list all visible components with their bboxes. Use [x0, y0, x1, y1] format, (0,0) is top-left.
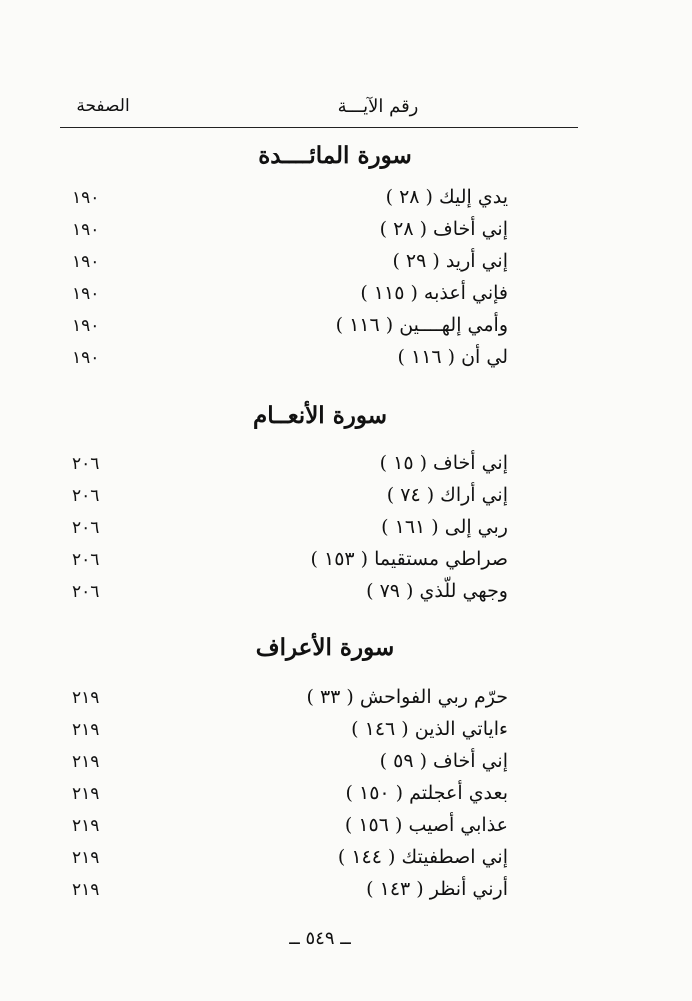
page-number: ١٩٠ [72, 348, 100, 368]
index-entry [58, 452, 508, 482]
index-entry [58, 846, 508, 876]
index-entry [58, 314, 508, 344]
page-number: ١٩٠ [72, 284, 100, 304]
index-entry [58, 580, 508, 610]
page-number: ٢١٩ [72, 752, 100, 772]
index-entry [58, 516, 508, 546]
page-number: ٢٠٦ [72, 454, 100, 474]
verse-text: وجهي للّذي ( ٧٩ ) [366, 580, 508, 602]
index-entry [58, 250, 508, 280]
header-rule [60, 127, 578, 128]
page-number: ٢١٩ [72, 880, 100, 900]
page-number: ٢٠٦ [72, 518, 100, 538]
index-entry [58, 218, 508, 248]
page-number: ٢٠٦ [72, 582, 100, 602]
verse-text: إني اصطفيتك ( ١٤٤ ) [337, 846, 508, 868]
verse-text: صراطي مستقيما ( ١٥٣ ) [310, 548, 508, 570]
page-number: ٢٠٦ [72, 550, 100, 570]
page-number: ٢١٩ [72, 688, 100, 708]
index-entry [58, 484, 508, 514]
verse-text: إني أخاف ( ٥٩ ) [379, 750, 508, 772]
index-entry [58, 186, 508, 216]
verse-text: ربي إلى ( ١٦١ ) [381, 516, 508, 538]
surah-title-maidah: سورة المائــــدة [258, 142, 412, 169]
index-entry [58, 346, 508, 376]
page-number: ٢١٩ [72, 784, 100, 804]
verse-text: حرّم ربي الفواحش ( ٣٣ ) [306, 686, 508, 708]
index-entry [58, 548, 508, 578]
surah-title-anam: سورة الأنعــام [252, 402, 388, 429]
verse-text: إني أخاف ( ٢٨ ) [379, 218, 508, 240]
page-number: ١٩٠ [72, 188, 100, 208]
page-number: ٢١٩ [72, 848, 100, 868]
verse-text: فإني أعذبه ( ١١٥ ) [360, 282, 508, 304]
verse-text: بعدي أعجلتم ( ١٥٠ ) [345, 782, 508, 804]
index-entry [58, 782, 508, 812]
verse-text: إني أراك ( ٧٤ ) [386, 484, 508, 506]
verse-text: أرني أنظر ( ١٤٣ ) [366, 878, 508, 900]
index-entry [58, 686, 508, 716]
verse-text: وأمي إلهــــين ( ١١٦ ) [335, 314, 508, 336]
page-number: ١٩٠ [72, 316, 100, 336]
page-number: ١٩٠ [72, 220, 100, 240]
page-footer-number: ــ ٥٤٩ ــ [289, 928, 351, 949]
verse-text: ءاياتي الذين ( ١٤٦ ) [351, 718, 508, 740]
verse-text: لي أن ( ١١٦ ) [397, 346, 508, 368]
verse-text: إني أريد ( ٢٩ ) [392, 250, 508, 272]
index-entry [58, 878, 508, 908]
page-column-header: الصفحة [76, 96, 130, 116]
index-entry [58, 750, 508, 780]
index-entry [58, 814, 508, 844]
page-number: ٢٠٦ [72, 486, 100, 506]
page-number: ٢١٩ [72, 720, 100, 740]
verse-text: إني أخاف ( ١٥ ) [379, 452, 508, 474]
verse-number-column-header: رقم الآيـــة [337, 96, 419, 117]
verse-text: يدي إليك ( ٢٨ ) [385, 186, 508, 208]
page-number: ١٩٠ [72, 252, 100, 272]
index-entry [58, 718, 508, 748]
verse-text: عذابي أصيب ( ١٥٦ ) [344, 814, 508, 836]
page-number: ٢١٩ [72, 816, 100, 836]
index-entry [58, 282, 508, 312]
surah-title-araf: سورة الأعراف [255, 634, 395, 661]
